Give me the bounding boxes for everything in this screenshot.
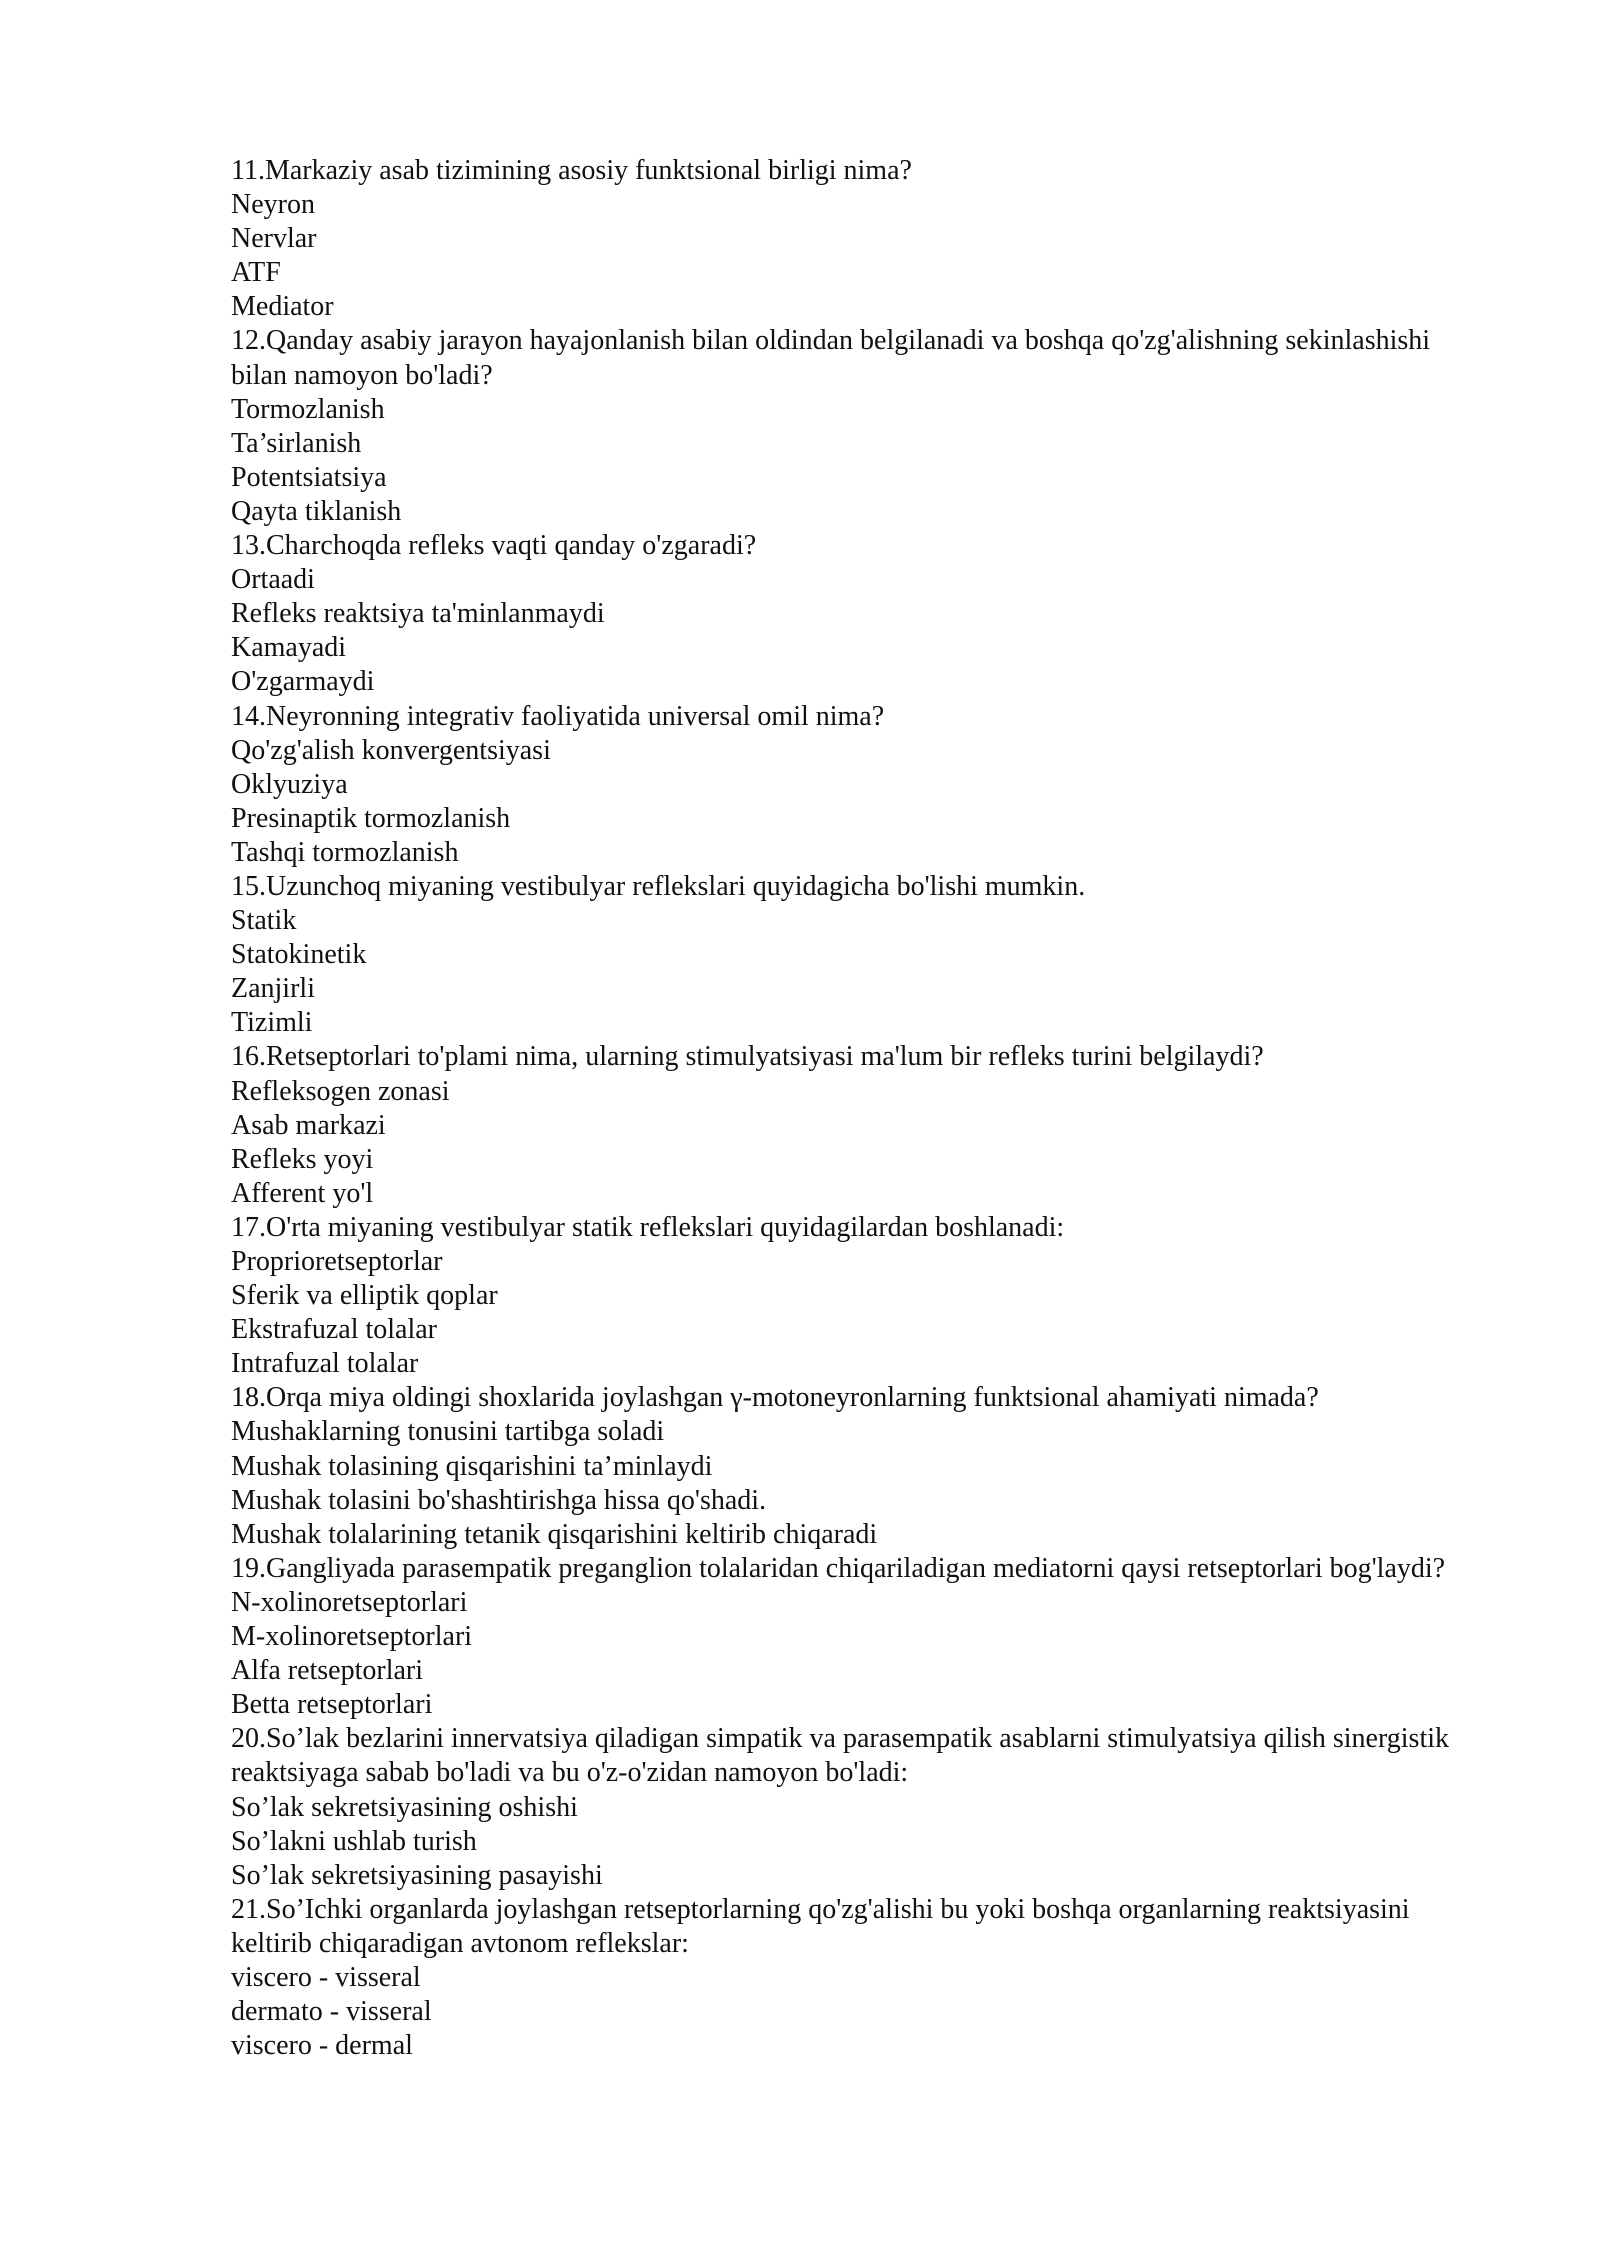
answer-option: dermato - visseral <box>231 1996 432 2028</box>
answer-option: Presinaptik tormozlanish <box>231 802 511 834</box>
answer-option: Oklyuziya <box>231 768 348 800</box>
answer-option: O'zgarmaydi <box>231 666 375 698</box>
question-text: 18.Orqa miya oldingi shoxlarida joylashgan γ-motoneyronlarning funktsional ahamiyati nimada? <box>231 1382 1319 1414</box>
question-block <box>231 1722 1491 1892</box>
answer-option: Intrafuzal tolalar <box>231 1348 419 1380</box>
answer-option: Tormozlanish <box>231 393 385 425</box>
question-block <box>231 1040 1491 1210</box>
question-text: 11.Markaziy asab tizimining asosiy funktsional birligi nima? <box>231 155 912 186</box>
answer-option: Qo'zg'alish konvergentsiyasi <box>231 734 551 766</box>
answer-option: Mushak tolasini bo'shashtirishga hissa qo'shadi. <box>231 1484 767 1516</box>
answer-option: Tizimli <box>231 1007 313 1039</box>
question-text: 16.Retseptorlari to'plami nima, ularning stimulyatsiyasi ma'lum bir refleks turini belgilaydi? <box>231 1041 1264 1073</box>
question-text: 14.Neyronning integrativ faoliyatida universal omil nima? <box>231 700 885 732</box>
question-block <box>231 1893 1491 2063</box>
answer-option: Afferent yo'l <box>231 1177 374 1209</box>
answer-option: Statokinetik <box>231 939 367 971</box>
answer-option: Qayta tiklanish <box>231 495 402 527</box>
answer-option: Alfa retseptorlari <box>231 1655 424 1687</box>
answer-option: Zanjirli <box>231 973 315 1005</box>
question-block <box>231 1552 1491 1722</box>
question-text: 12.Qanday asabiy jarayon hayajonlanish bilan oldindan belgilanadi va boshqa qo'zg'alishning sekinlashishi bilan namoyon bo'ladi? <box>231 325 1431 391</box>
question-text: 17.O'rta miyaning vestibulyar statik reflekslari quyidagilardan boshlanadi: <box>231 1211 1065 1243</box>
answer-option: Neyron <box>231 189 315 221</box>
question-text: 19.Gangliyada parasempatik preganglion tolalaridan chiqariladigan mediatorni qaysi retseptorlari bog'laydi? <box>231 1552 1446 1584</box>
answer-option: Mushak tolasining qisqarishini ta’minlaydi <box>231 1450 713 1482</box>
question-text: 20.So’lak bezlarini innervatsiya qiladigan simpatik va parasempatik asablarni stimulyatsiya qilish sinergistik reaktsiyaga sabab bo'ladi va bu o'z-o'zidan namoyon bo'ladi: <box>231 1723 1449 1789</box>
answer-option: So’lakni ushlab turish <box>231 1825 477 1857</box>
answer-option: So’lak sekretsiyasining oshishi <box>231 1791 578 1823</box>
question-text: 15.Uzunchoq miyaning vestibulyar reflekslari quyidagicha bo'lishi mumkin. <box>231 870 1086 902</box>
answer-option: Potentsiatsiya <box>231 461 387 493</box>
answer-option: So’lak sekretsiyasining pasayishi <box>231 1859 603 1891</box>
answer-option: Sferik va elliptik qoplar <box>231 1280 498 1312</box>
answer-option: N-xolinoretseptorlari <box>231 1586 468 1618</box>
answer-option: Proprioretseptorlar <box>231 1246 443 1277</box>
answer-option: Ta’sirlanish <box>231 427 362 459</box>
answer-option: Betta retseptorlari <box>231 1689 433 1721</box>
answer-option: Nervlar <box>231 223 317 255</box>
answer-option: viscero - dermal <box>231 2030 413 2062</box>
answer-option: Statik <box>231 905 297 937</box>
question-text: 21.So’Ichki organlarda joylashgan retseptorlarning qo'zg'alishi bu yoki boshqa organlarning reaktsiyasini keltirib chiqaradigan avtonom reflekslar: <box>231 1893 1410 1959</box>
answer-option: viscero - visseral <box>231 1961 421 1993</box>
question-block <box>231 154 1491 324</box>
question-block <box>231 324 1491 529</box>
question-text: 13.Charchoqda refleks vaqti qanday o'zgaradi? <box>231 530 757 562</box>
answer-option: ATF <box>231 257 281 289</box>
question-block <box>231 529 1491 699</box>
answer-option: M-xolinoretseptorlari <box>231 1621 473 1653</box>
answer-option: Tashqi tormozlanish <box>231 836 459 868</box>
answer-option: Kamayadi <box>231 632 347 664</box>
answer-option: Ekstrafuzal tolalar <box>231 1314 438 1346</box>
answer-option: Mediator <box>231 291 334 323</box>
question-block <box>231 1211 1491 1381</box>
document-page <box>231 154 1491 2063</box>
question-block <box>231 1381 1491 1551</box>
answer-option: Refleksogen zonasi <box>231 1075 450 1107</box>
answer-option: Mushak tolalarining tetanik qisqarishini keltirib chiqaradi <box>231 1518 878 1550</box>
answer-option: Mushaklarning tonusini tartibga soladi <box>231 1416 665 1448</box>
answer-option: Asab markazi <box>231 1109 386 1141</box>
answer-option: Refleks reaktsiya ta'minlanmaydi <box>231 598 605 630</box>
question-block <box>231 700 1491 870</box>
answer-option: Ortaadi <box>231 564 315 596</box>
question-block <box>231 870 1491 1040</box>
answer-option: Refleks yoyi <box>231 1143 374 1175</box>
